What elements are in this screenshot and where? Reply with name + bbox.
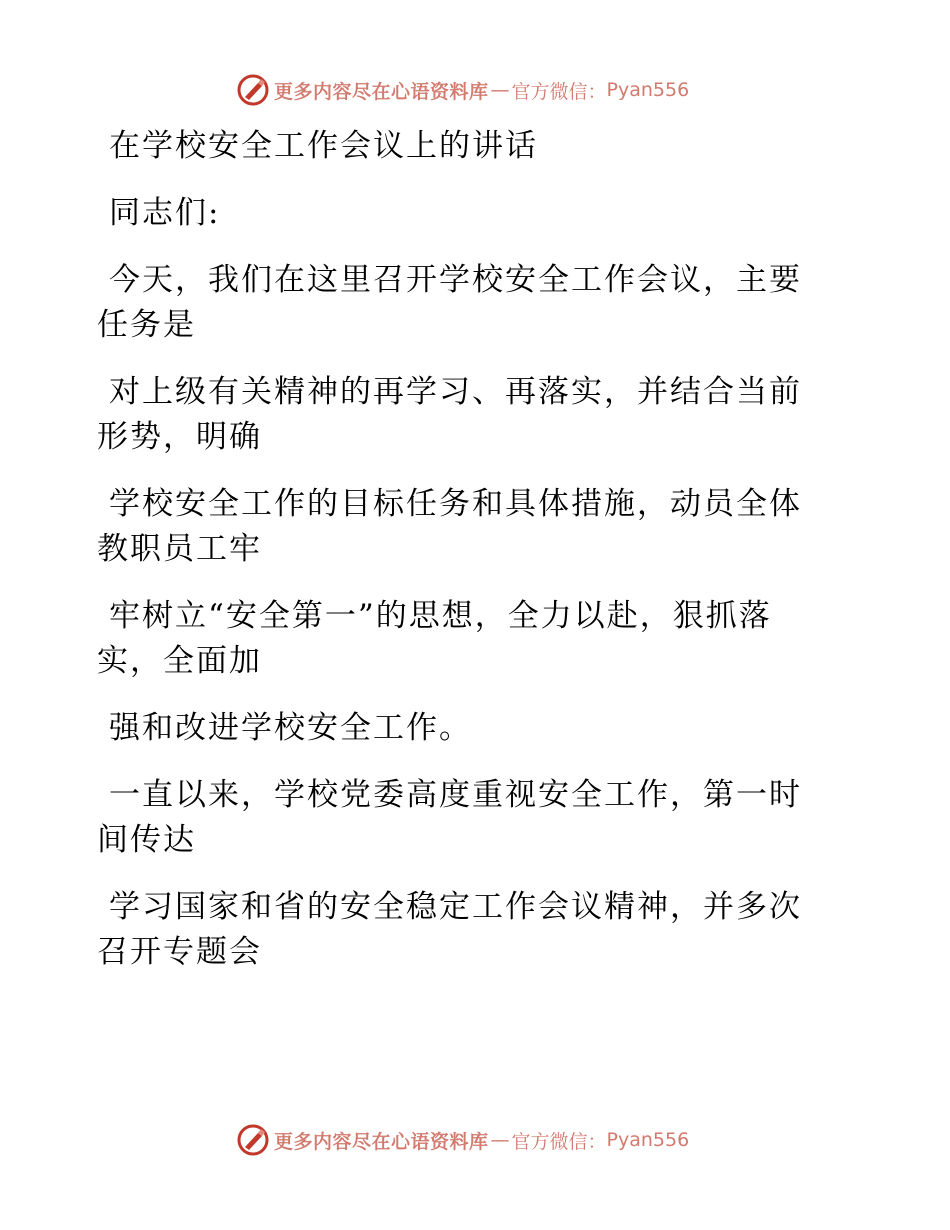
paragraph-line: 学校安全工作的目标任务和具体措施，动员全体 xyxy=(109,486,802,522)
paragraph-line: 实，全面加 xyxy=(97,643,262,679)
paragraph-line: 对上级有关精神的再学习、再落实，并结合当前 xyxy=(109,374,802,410)
paragraph-line: 召开专题会 xyxy=(97,934,262,970)
paragraph-line: 牢树立“安全第一”的思想，全力以赴，狠抓落 xyxy=(109,598,772,634)
header-watermark xyxy=(236,73,689,107)
paragraph-line: 强和改进学校安全工作。 xyxy=(109,710,472,746)
document-title: 在学校安全工作会议上的讲话 xyxy=(109,128,538,164)
pen-logo-icon xyxy=(236,73,270,107)
watermark-brand: 更多内容尽在心语资料库 xyxy=(274,1130,489,1153)
watermark-label: 官方微信： xyxy=(511,80,607,103)
paragraph-line: 一直以来，学校党委高度重视安全工作，第一时 xyxy=(109,777,802,813)
watermark-dash: — xyxy=(490,1129,510,1151)
greeting: 同志们: xyxy=(109,195,221,231)
pen-logo-icon xyxy=(236,1123,270,1157)
footer-watermark xyxy=(236,1123,689,1157)
watermark-brand: 更多内容尽在心语资料库 xyxy=(274,80,489,103)
paragraph-line: 今天，我们在这里召开学校安全工作会议，主要 xyxy=(109,262,802,298)
watermark-label: 官方微信： xyxy=(511,1130,607,1153)
paragraph-line: 学习国家和省的安全稳定工作会议精神，并多次 xyxy=(109,889,802,925)
watermark-id: Pyan556 xyxy=(606,79,690,101)
paragraph-line: 教职员工牢 xyxy=(97,531,262,567)
paragraph-line: 间传达 xyxy=(97,822,196,858)
watermark-id: Pyan556 xyxy=(606,1129,690,1151)
document-body xyxy=(97,124,837,975)
paragraph-line: 任务是 xyxy=(97,307,196,343)
paragraph-line: 形势，明确 xyxy=(97,419,262,455)
watermark-dash: — xyxy=(490,79,510,101)
